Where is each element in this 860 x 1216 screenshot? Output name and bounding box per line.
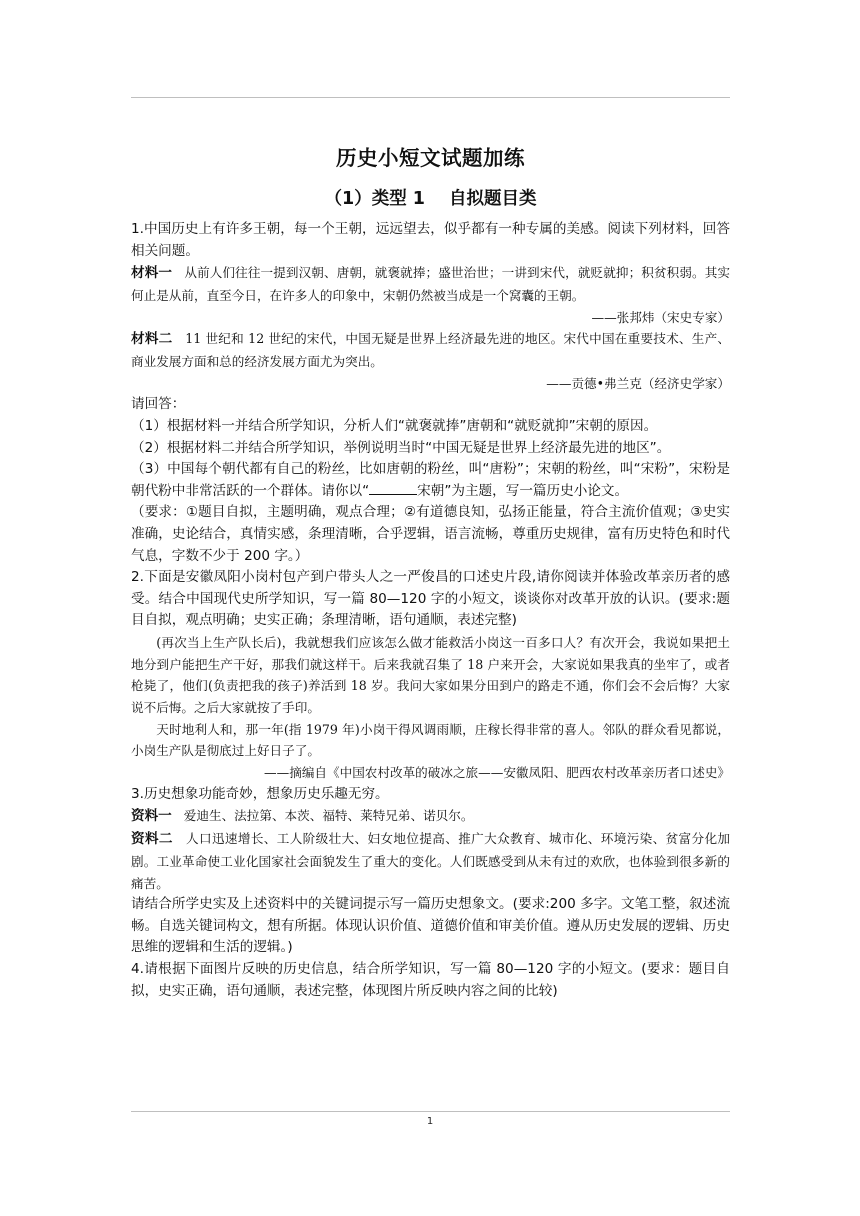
resource-1-label: 资料一	[131, 808, 172, 825]
material-1-label: 材料一	[131, 265, 173, 282]
header-rule	[131, 97, 730, 98]
q3-stem: 3.历史想象功能奇妙，想象历史乐趣无穷。	[131, 785, 389, 802]
q4-stem: 4.请根据下面图片反映的历史信息，结合所学知识，写一篇 80—120 字的小短文。(要求：题目自拟，史实正确，语句通顺，表述完整，体现图片所反映内容之间的比较)	[131, 961, 730, 999]
q3-resource-2: 资料二 人口迅速增长、工人阶级壮大、妇女地位提高、推广大众教育、城市化、环境污染、贫富分化加剧。工业革命使工业化国家社会面貌发生了重大的变化。人们既感受到从未有过的欢欣，也体验到很多新的痛苦。	[131, 831, 731, 891]
material-1-source: ——张邦炜（宋史专家）	[591, 309, 730, 325]
q1-ask: 请回答：	[131, 396, 186, 413]
q1-material-2	[131, 328, 730, 372]
document-body	[131, 142, 730, 1002]
material-1-text: 从前人们往往一提到汉朝、唐朝，就褒就捧；盛世治世；一讲到宋代，就贬就抑；积贫积弱。其实何止是从前，直至今日，在许多人的印象中，宋朝仍然被当成是一个窝囊的王朝。	[131, 265, 731, 303]
resource-2-label: 资料二	[131, 831, 173, 848]
q1-sub-2: （2）根据材料二并结合所学知识，举例说明当时“中国无疑是世界上经济最先进的地区”。	[131, 439, 671, 456]
material-2-label: 材料二	[131, 331, 173, 348]
q1-material-1	[131, 262, 730, 306]
section-label: （1）类型 1	[324, 189, 425, 209]
footer-rule	[131, 1111, 730, 1112]
section-heading	[131, 185, 730, 213]
material-2-source: ——贡德•弗兰克（经济史学家）	[546, 375, 730, 391]
q2-paragraph-1: (再次当上生产队长后)，我就想我们应该怎么做才能救活小岗这一百多口人？有次开会，我说如果把土地分到户能把生产干好，那我们就这样干。后来我就召集了 18 户来开会，大家说如果我真的坐牢了，或者枪毙了，他们(负责把我的孩子)养活到 18 岁。我问大家如果分田到户的路走不通，你们会不会后悔？大家说不后悔。之后大家就按了手印。	[131, 634, 730, 716]
q1-sub-3: （3）中国每个朝代都有自己的粉丝，比如唐朝的粉丝，叫“唐粉”；宋朝的粉丝，叫“宋粉”，宋粉是朝代粉中非常活跃的一个群体。请你以“ 宋朝”为主题，写一篇历史小论文。	[131, 461, 730, 499]
fill-blank	[369, 482, 417, 495]
material-2-text: 11 世纪和 12 世纪的宋代，中国无疑是世界上经济最先进的地区。宋代中国在重要技术、生产、商业发展方面和总的经济发展方面尤为突出。	[131, 331, 731, 369]
page-title: 历史小短文试题加练	[336, 146, 525, 170]
q3-resource-1: 资料一 爱迪生、法拉第、本茨、福特、莱特兄弟、诺贝尔。	[131, 808, 474, 825]
q2-stem: 2.下面是安徽凤阳小岗村包产到户带头人之一严俊昌的口述史片段,请你阅读并体验改革亲历者的感受。结合中国现代史所学知识，写一篇 80—120 字的小短文，谈谈你对改革开放的认识。(要求:题目自拟，观点明确；史实正确；条理清晰，语句通顺，表述完整)	[131, 569, 730, 629]
q1-requirements: （要求：①题目自拟，主题明确，观点合理；②有道德良知，弘扬正能量，符合主流价值观；③史实准确，史论结合，真情实感，条理清晰，合乎逻辑，语言流畅，尊重历史规律，富有历史特色和时代气息，字数不少于 200 字。）	[131, 504, 730, 564]
q2-paragraph-2: 天时地利人和，那一年(指 1979 年)小岗干得风调雨顺，庄稼长得非常的喜人。邻队的群众看见都说，小岗生产队是彻底过上好日子了。	[131, 721, 730, 759]
section-name: 自拟题目类	[448, 189, 537, 209]
q1-stem: 1.中国历史上有许多王朝，每一个王朝，远远望去，似乎都有一种专属的美感。阅读下列材料，回答相关问题。	[131, 221, 730, 259]
q2-source: ——摘编自《中国农村改革的破冰之旅——安徽凤阳、肥西农村改革亲历者口述史》	[264, 765, 730, 781]
q1-sub-1: （1）根据材料一并结合所学知识，分析人们“就褒就捧”唐朝和“就贬就抑”宋朝的原因。	[131, 418, 658, 434]
q3-ask: 请结合所学史实及上述资料中的关键词提示写一篇历史想象文。(要求:200 多字。文笔工整，叙述流畅。自选关键词构文，想有所据。体现认识价值、道德价值和审美价值。遵从历史发展的逻辑、历史思维的逻辑和生活的逻辑。)	[131, 896, 730, 956]
page-number: 1	[426, 1116, 434, 1127]
